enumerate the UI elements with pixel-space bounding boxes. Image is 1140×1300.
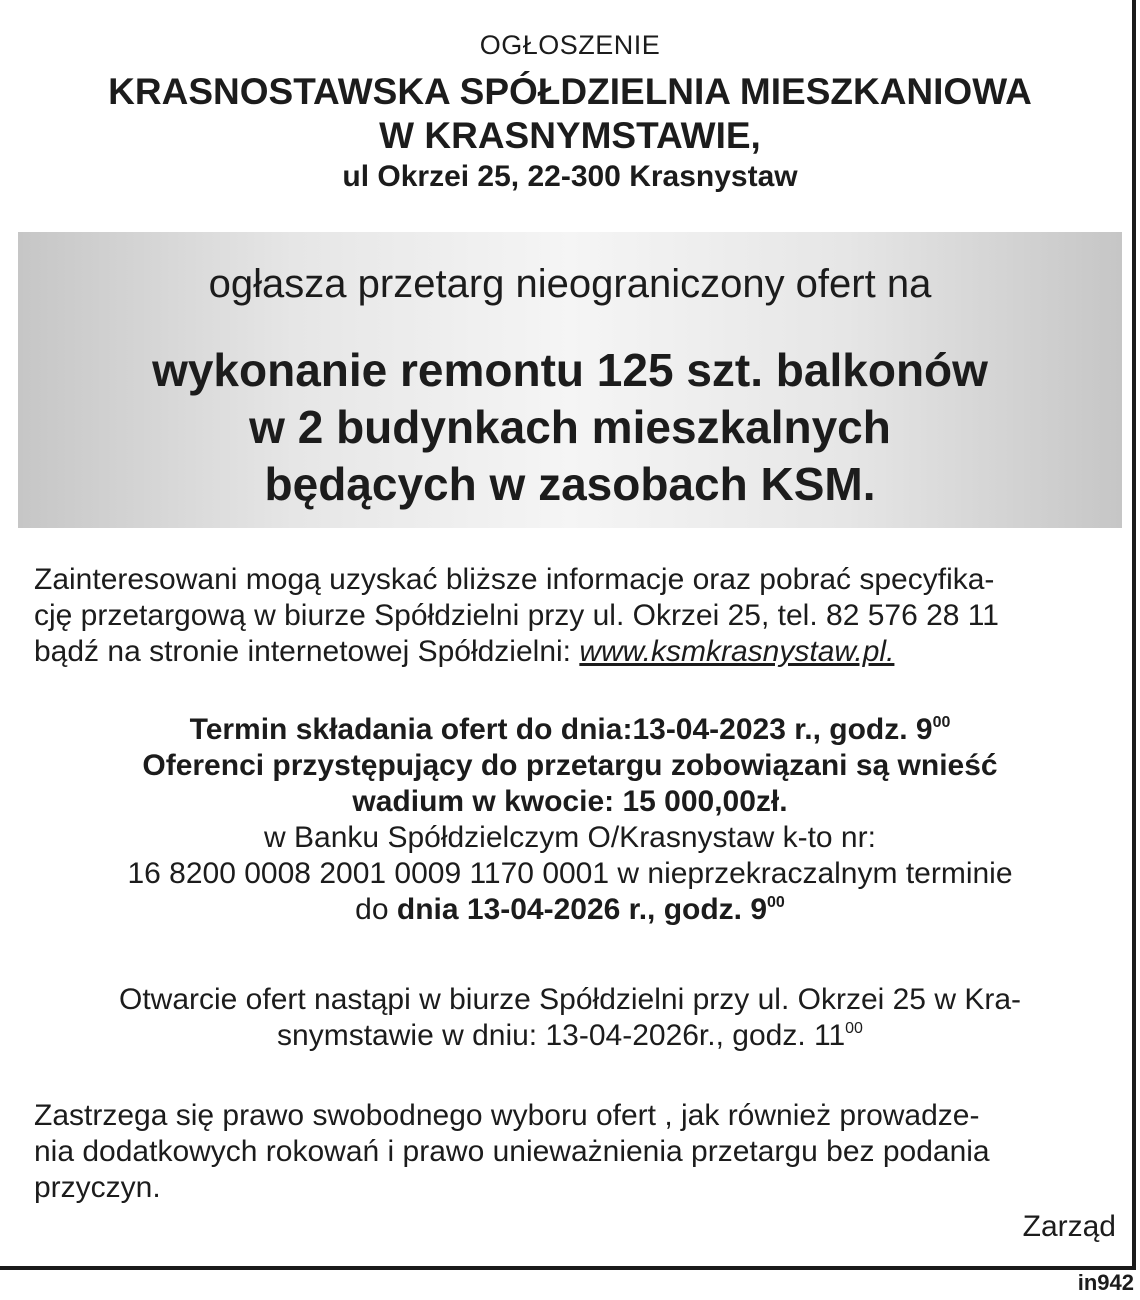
deposit-deadline-prefix: do	[355, 893, 397, 926]
deposit-deadline-minutes: 00	[767, 894, 785, 911]
deposit-deadline-date: dnia 13-04-2026 r., godz. 9	[396, 893, 768, 926]
opening-line-2-text: snymstawie w dniu: 13-04-2026r., godz. 11	[277, 1019, 846, 1052]
bank-account: 16 8200 0008 2001 0009 1170 0001 w nieprzekraczalnym terminie	[127, 857, 1013, 890]
opening-block	[0, 982, 1140, 1054]
organization-address: ul Okrzei 25, 22-300 Krasnystaw	[342, 160, 798, 193]
info-line-3	[34, 634, 1114, 670]
reservation-line-2: nia dodatkowych rokowań i prawo unieważnienia przetargu bez podania	[34, 1135, 990, 1168]
info-line-3-text: bądź na stronie internetowej Spółdzielni:	[34, 635, 580, 668]
org-name-line-1: KRASNOSTAWSKA SPÓŁDZIELNIA MIESZKANIOWA	[108, 71, 1032, 112]
submission-deadline	[0, 712, 1140, 748]
tender-title-line-1: wykonanie remontu 125 szt. balkonów	[152, 344, 988, 396]
reservation-line-1: Zastrzega się prawo swobodnego wyboru ofert , jak również prowadze-	[34, 1099, 980, 1132]
deadline-block	[0, 712, 1140, 928]
submission-deadline-minutes: 00	[932, 714, 951, 731]
announcement-label: OGŁOSZENIE	[479, 30, 661, 60]
opening-minutes: 00	[845, 1020, 863, 1037]
info-line-1: Zainteresowani mogą uzyskać bliższe informacje oraz pobrać specyfika-	[34, 563, 995, 596]
bank-name: w Banku Spółdzielczym O/Krasnystaw k-to nr:	[264, 821, 876, 854]
org-name-line-2: W KRASNYMSTAWIE,	[379, 115, 761, 156]
ad-code: in942	[1077, 1270, 1134, 1295]
website-link[interactable]: www.ksmkrasnystaw.pl.	[579, 635, 895, 668]
tender-title	[18, 342, 1122, 513]
tender-banner	[18, 232, 1122, 528]
info-paragraph	[34, 562, 1114, 670]
tender-title-line-3: będących w zasobach KSM.	[264, 458, 876, 510]
signature: Zarząd	[1022, 1210, 1116, 1243]
banner-intro: ogłasza przetarg nieograniczony ofert na	[208, 262, 932, 306]
reservation-line-3: przyczyn.	[34, 1171, 161, 1204]
opening-line-1: Otwarcie ofert nastąpi w biurze Spółdzielni przy ul. Okrzei 25 w Kra-	[118, 983, 1022, 1016]
reservation-paragraph	[34, 1098, 1114, 1206]
organization-name	[0, 70, 1140, 158]
opening-line-2	[0, 1018, 1140, 1054]
deposit-amount: wadium w kwocie: 15 000,00zł.	[352, 785, 788, 818]
info-line-2: cję przetargową w biurze Spółdzielni przy ul. Okrzei 25, tel. 82 576 28 11	[34, 599, 999, 632]
submission-deadline-text: Termin składania ofert do dnia:13-04-2023 r., godz. 9	[189, 713, 933, 746]
deposit-deadline	[0, 892, 1140, 928]
tender-title-line-2: w 2 budynkach mieszkalnych	[249, 401, 891, 453]
deposit-obligation: Oferenci przystępujący do przetargu zobowiązani są wnieść	[142, 749, 998, 782]
